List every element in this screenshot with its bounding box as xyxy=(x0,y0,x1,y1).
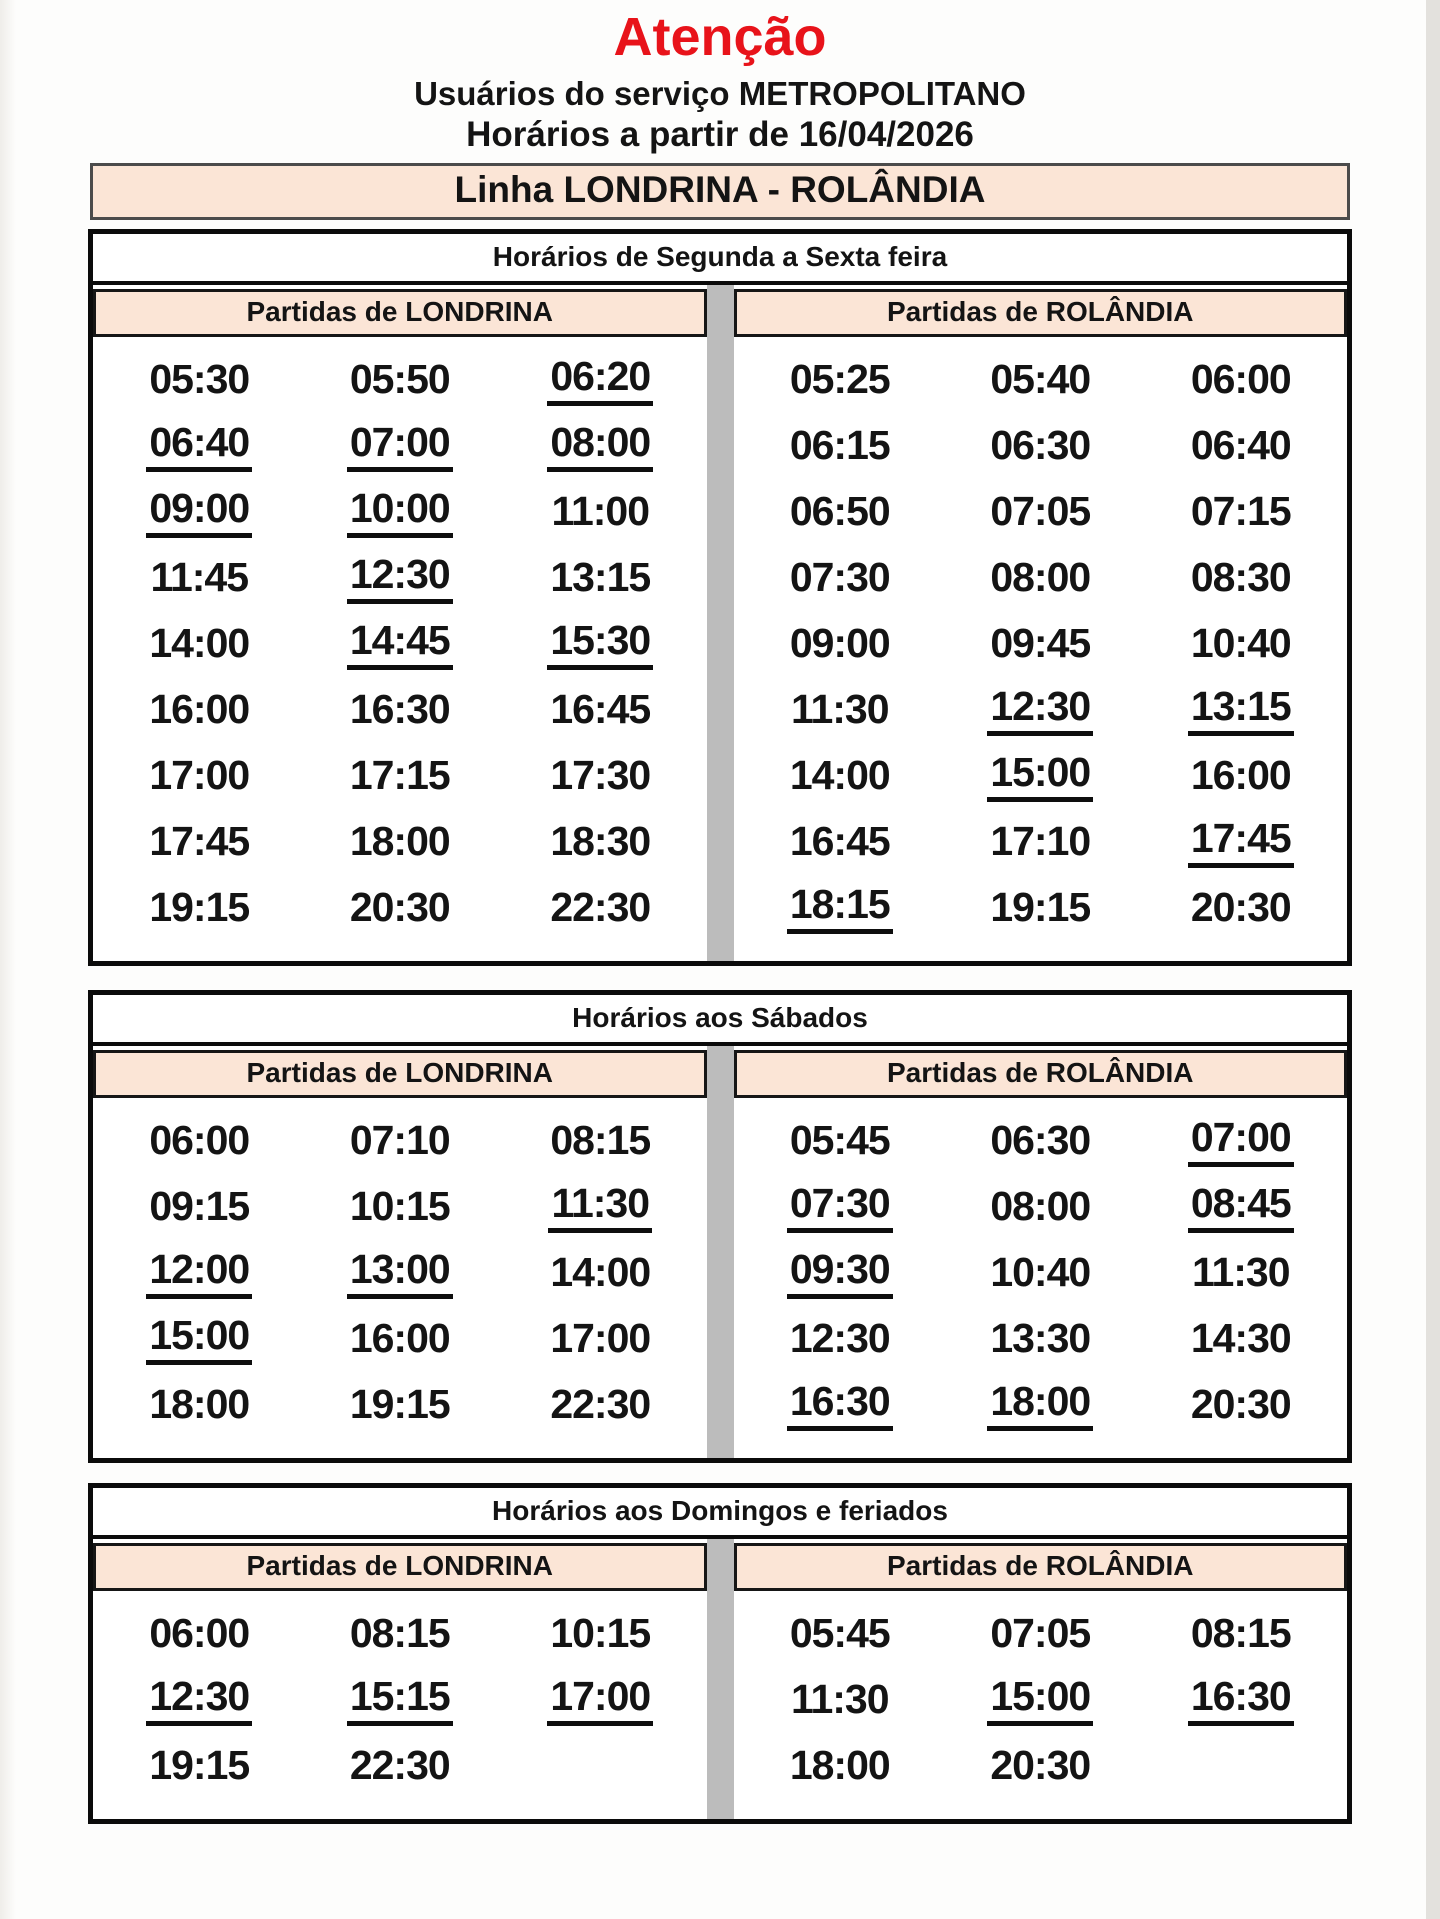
time-cell xyxy=(500,875,701,941)
departure-time-underlined: 15:00 xyxy=(146,1313,252,1365)
departure-time: 16:45 xyxy=(789,817,890,864)
timetable-sundays-body xyxy=(93,1539,1347,1819)
time-cell xyxy=(1141,677,1342,743)
column-divider xyxy=(707,1046,734,1458)
departure-time-underlined: 13:15 xyxy=(1188,684,1294,736)
time-cell xyxy=(1141,1306,1342,1372)
time-cell xyxy=(500,347,701,413)
time-cell xyxy=(940,611,1141,677)
time-cell xyxy=(500,545,701,611)
departure-time: 20:30 xyxy=(1190,1380,1291,1427)
column-divider xyxy=(707,1539,734,1819)
time-cell xyxy=(940,1108,1141,1174)
departure-time: 09:45 xyxy=(990,619,1091,666)
time-cell xyxy=(99,1108,300,1174)
column-header-rolandia: Partidas de ROLÂNDIA xyxy=(734,1543,1348,1591)
departure-time: 19:15 xyxy=(149,1741,250,1788)
departure-time: 14:00 xyxy=(550,1248,651,1295)
departure-time-underlined: 15:30 xyxy=(547,618,653,670)
departure-time: 10:40 xyxy=(990,1248,1091,1295)
time-cell xyxy=(500,743,701,809)
time-cell xyxy=(300,413,501,479)
departure-time: 11:30 xyxy=(790,1675,889,1722)
time-cell xyxy=(300,1372,501,1438)
departure-time: 17:15 xyxy=(349,751,450,798)
timetable-saturdays-body xyxy=(93,1046,1347,1458)
departure-time: 10:15 xyxy=(349,1182,450,1229)
time-cell xyxy=(300,1733,501,1799)
time-cell xyxy=(740,743,941,809)
time-cell xyxy=(1141,1174,1342,1240)
time-cell xyxy=(940,545,1141,611)
departure-time: 10:40 xyxy=(1190,619,1291,666)
departure-time: 06:30 xyxy=(990,1116,1091,1163)
time-cell xyxy=(740,677,941,743)
time-cell xyxy=(99,413,300,479)
departure-time-underlined: 06:40 xyxy=(146,420,252,472)
departure-time: 18:00 xyxy=(349,817,450,864)
departure-time-underlined: 12:00 xyxy=(146,1247,252,1299)
time-cell xyxy=(940,1174,1141,1240)
notice-subtitle-date: Horários a partir de 16/04/2026 xyxy=(466,115,974,155)
rolandia-column xyxy=(734,285,1348,961)
departure-time-underlined: 15:00 xyxy=(987,1674,1093,1726)
departure-time: 17:00 xyxy=(550,1314,651,1361)
time-cell xyxy=(300,545,501,611)
departure-time: 12:30 xyxy=(789,1314,890,1361)
time-cell xyxy=(500,413,701,479)
time-cell xyxy=(99,1601,300,1667)
time-cell xyxy=(99,611,300,677)
departure-time: 20:30 xyxy=(1190,883,1291,930)
time-cell xyxy=(940,875,1141,941)
departure-time: 20:30 xyxy=(990,1741,1091,1788)
time-cell xyxy=(1141,875,1342,941)
time-cell xyxy=(740,1108,941,1174)
time-cell xyxy=(300,1240,501,1306)
time-cell xyxy=(99,545,300,611)
time-cell xyxy=(940,743,1141,809)
departure-time-underlined: 17:45 xyxy=(1188,816,1294,868)
time-cell xyxy=(99,743,300,809)
departure-time-underlined: 15:00 xyxy=(987,750,1093,802)
departure-time: 22:30 xyxy=(550,1380,651,1427)
time-cell xyxy=(940,1240,1141,1306)
time-cell xyxy=(1141,1601,1342,1667)
time-cell xyxy=(300,1108,501,1174)
time-cell xyxy=(740,611,941,677)
time-cell xyxy=(500,1667,701,1733)
departure-time: 06:30 xyxy=(990,421,1091,468)
column-divider xyxy=(707,285,734,961)
time-cell xyxy=(300,1306,501,1372)
departure-time: 14:30 xyxy=(1190,1314,1291,1361)
time-cell xyxy=(500,1108,701,1174)
departure-time-underlined: 11:30 xyxy=(548,1181,652,1233)
time-cell xyxy=(99,1372,300,1438)
departure-time: 07:30 xyxy=(789,553,890,600)
departure-time: 05:50 xyxy=(349,355,450,402)
time-cell xyxy=(99,347,300,413)
time-cell xyxy=(740,1601,941,1667)
column-header-rolandia: Partidas de ROLÂNDIA xyxy=(734,1050,1348,1098)
column-header-rolandia: Partidas de ROLÂNDIA xyxy=(734,289,1348,337)
departure-time: 19:15 xyxy=(349,1380,450,1427)
time-cell xyxy=(300,611,501,677)
time-cell xyxy=(940,347,1141,413)
departure-time-underlined: 07:00 xyxy=(347,420,453,472)
departure-time: 20:30 xyxy=(349,883,450,930)
departure-time: 08:00 xyxy=(990,553,1091,600)
time-cell xyxy=(300,1174,501,1240)
departure-time-underlined: 07:00 xyxy=(1188,1115,1294,1167)
time-cell xyxy=(500,1174,701,1240)
time-cell xyxy=(99,1306,300,1372)
time-cell xyxy=(740,1240,941,1306)
departure-time: 05:45 xyxy=(789,1116,890,1163)
departure-time: 10:15 xyxy=(550,1609,651,1656)
time-cell xyxy=(940,413,1141,479)
departure-time: 22:30 xyxy=(550,883,651,930)
departure-time: 16:45 xyxy=(550,685,651,732)
time-cell xyxy=(300,479,501,545)
departure-time: 11:45 xyxy=(150,553,249,600)
notice-subtitle-users: Usuários do serviço METROPOLITANO xyxy=(414,75,1026,113)
departure-time: 14:00 xyxy=(149,619,250,666)
time-cell xyxy=(99,677,300,743)
time-cell xyxy=(1141,1240,1342,1306)
time-cell xyxy=(500,677,701,743)
departure-time: 07:05 xyxy=(990,487,1091,534)
departure-time: 05:30 xyxy=(149,355,250,402)
departure-time: 18:30 xyxy=(550,817,651,864)
time-cell xyxy=(1141,1372,1342,1438)
rolandia-column xyxy=(734,1046,1348,1458)
departure-time-underlined: 08:45 xyxy=(1188,1181,1294,1233)
departure-time: 06:00 xyxy=(149,1116,250,1163)
time-cell xyxy=(740,1306,941,1372)
departure-time: 16:00 xyxy=(149,685,250,732)
departure-time: 16:00 xyxy=(349,1314,450,1361)
departure-time-underlined: 18:00 xyxy=(987,1379,1093,1431)
londrina-column xyxy=(93,1539,707,1819)
departure-time: 06:15 xyxy=(789,421,890,468)
londrina-column xyxy=(93,285,707,961)
departure-time: 17:10 xyxy=(990,817,1091,864)
time-cell xyxy=(740,1667,941,1733)
departure-time-underlined: 12:30 xyxy=(146,1674,252,1726)
departure-time-underlined: 07:30 xyxy=(787,1181,893,1233)
departure-time: 17:30 xyxy=(550,751,651,798)
attention-title: Atenção xyxy=(613,7,827,67)
time-cell xyxy=(300,1667,501,1733)
time-cell xyxy=(1141,479,1342,545)
time-cell xyxy=(300,677,501,743)
time-cell xyxy=(740,875,941,941)
time-cell xyxy=(940,1667,1141,1733)
time-cell xyxy=(500,1240,701,1306)
timetable-saturdays-title: Horários aos Sábados xyxy=(93,995,1347,1046)
timetable-sundays-holidays xyxy=(88,1483,1352,1824)
departure-time-underlined: 13:00 xyxy=(347,1247,453,1299)
timetable-weekdays-title: Horários de Segunda a Sexta feira xyxy=(93,234,1347,285)
departure-time-underlined: 18:15 xyxy=(787,882,893,934)
time-cell xyxy=(1141,1108,1342,1174)
time-cell xyxy=(740,347,941,413)
departure-time-underlined: 17:00 xyxy=(547,1674,653,1726)
time-cell xyxy=(500,1601,701,1667)
times-grid-londrina-weekdays xyxy=(93,337,707,961)
column-header-londrina: Partidas de LONDRINA xyxy=(93,289,707,337)
times-grid-rolandia-sundays xyxy=(734,1591,1348,1819)
departure-time-underlined: 06:20 xyxy=(547,354,653,406)
time-cell xyxy=(99,1240,300,1306)
times-grid-londrina-sundays xyxy=(93,1591,707,1819)
time-cell xyxy=(1141,743,1342,809)
departure-time: 14:00 xyxy=(789,751,890,798)
departure-time-underlined: 15:15 xyxy=(347,1674,453,1726)
departure-time: 16:00 xyxy=(1190,751,1291,798)
time-cell xyxy=(99,1667,300,1733)
time-cell xyxy=(940,1306,1141,1372)
departure-time-underlined: 12:30 xyxy=(347,552,453,604)
time-cell xyxy=(1141,611,1342,677)
departure-time: 19:15 xyxy=(990,883,1091,930)
time-cell xyxy=(500,1306,701,1372)
time-cell xyxy=(500,1372,701,1438)
time-cell xyxy=(99,479,300,545)
departure-time: 18:00 xyxy=(789,1741,890,1788)
departure-time-underlined: 08:00 xyxy=(547,420,653,472)
time-cell xyxy=(940,1372,1141,1438)
time-cell xyxy=(500,611,701,677)
departure-time-underlined: 09:30 xyxy=(787,1247,893,1299)
page-right-edge-shadow xyxy=(1426,0,1440,1919)
time-cell xyxy=(740,1372,941,1438)
departure-time: 06:00 xyxy=(149,1609,250,1656)
time-cell xyxy=(1141,1667,1342,1733)
departure-time-underlined: 14:45 xyxy=(347,618,453,670)
column-header-londrina: Partidas de LONDRINA xyxy=(93,1543,707,1591)
time-cell xyxy=(99,1733,300,1799)
departure-time: 06:50 xyxy=(789,487,890,534)
departure-time: 11:00 xyxy=(551,487,650,534)
departure-time: 16:30 xyxy=(349,685,450,732)
londrina-column xyxy=(93,1046,707,1458)
time-cell xyxy=(940,479,1141,545)
time-cell xyxy=(940,1733,1141,1799)
time-cell xyxy=(500,809,701,875)
departure-time: 13:15 xyxy=(550,553,651,600)
time-cell xyxy=(500,479,701,545)
departure-time: 17:45 xyxy=(149,817,250,864)
timetable-weekdays xyxy=(88,229,1352,966)
rolandia-column xyxy=(734,1539,1348,1819)
departure-time: 11:30 xyxy=(1191,1248,1290,1295)
line-title-banner: Linha LONDRINA - ROLÂNDIA xyxy=(90,163,1350,220)
time-cell xyxy=(99,1174,300,1240)
time-cell xyxy=(740,479,941,545)
time-cell xyxy=(740,1733,941,1799)
departure-time-underlined: 16:30 xyxy=(1188,1674,1294,1726)
time-cell xyxy=(300,743,501,809)
time-cell xyxy=(300,809,501,875)
timetable-sundays-title: Horários aos Domingos e feriados xyxy=(93,1488,1347,1539)
departure-time: 08:15 xyxy=(1190,1609,1291,1656)
time-cell xyxy=(940,1601,1141,1667)
time-cell xyxy=(300,1601,501,1667)
times-grid-rolandia-saturdays xyxy=(734,1098,1348,1458)
time-cell xyxy=(940,677,1141,743)
departure-time: 18:00 xyxy=(149,1380,250,1427)
departure-time: 08:30 xyxy=(1190,553,1291,600)
departure-time: 17:00 xyxy=(149,751,250,798)
page-left-edge-shadow xyxy=(0,0,16,1919)
time-cell xyxy=(740,809,941,875)
column-header-londrina: Partidas de LONDRINA xyxy=(93,1050,707,1098)
times-grid-rolandia-weekdays xyxy=(734,337,1348,961)
departure-time-underlined: 09:00 xyxy=(146,486,252,538)
time-cell xyxy=(1141,413,1342,479)
departure-time: 09:15 xyxy=(149,1182,250,1229)
departure-time: 08:15 xyxy=(349,1609,450,1656)
departure-time: 07:05 xyxy=(990,1609,1091,1656)
departure-time: 05:25 xyxy=(789,355,890,402)
departure-time: 19:15 xyxy=(149,883,250,930)
departure-time-underlined: 10:00 xyxy=(347,486,453,538)
time-cell xyxy=(740,413,941,479)
time-cell xyxy=(740,1174,941,1240)
timetable-weekdays-body xyxy=(93,285,1347,961)
time-cell xyxy=(1141,809,1342,875)
departure-time: 06:00 xyxy=(1190,355,1291,402)
departure-time-underlined: 12:30 xyxy=(987,684,1093,736)
departure-time: 11:30 xyxy=(790,685,889,732)
departure-time: 07:10 xyxy=(349,1116,450,1163)
time-cell xyxy=(1141,545,1342,611)
departure-time: 09:00 xyxy=(789,619,890,666)
departure-time: 06:40 xyxy=(1190,421,1291,468)
departure-time: 07:15 xyxy=(1190,487,1291,534)
time-cell xyxy=(940,809,1141,875)
time-cell xyxy=(1141,347,1342,413)
departure-time: 22:30 xyxy=(349,1741,450,1788)
departure-time: 13:30 xyxy=(990,1314,1091,1361)
departure-time: 08:15 xyxy=(550,1116,651,1163)
departure-time-underlined: 16:30 xyxy=(787,1379,893,1431)
times-grid-londrina-saturdays xyxy=(93,1098,707,1458)
notice-header xyxy=(0,0,1440,155)
time-cell xyxy=(300,347,501,413)
time-cell xyxy=(99,809,300,875)
time-cell xyxy=(300,875,501,941)
time-cell xyxy=(99,875,300,941)
departure-time: 08:00 xyxy=(990,1182,1091,1229)
time-cell xyxy=(740,545,941,611)
timetable-saturdays xyxy=(88,990,1352,1463)
departure-time: 05:45 xyxy=(789,1609,890,1656)
departure-time: 05:40 xyxy=(990,355,1091,402)
